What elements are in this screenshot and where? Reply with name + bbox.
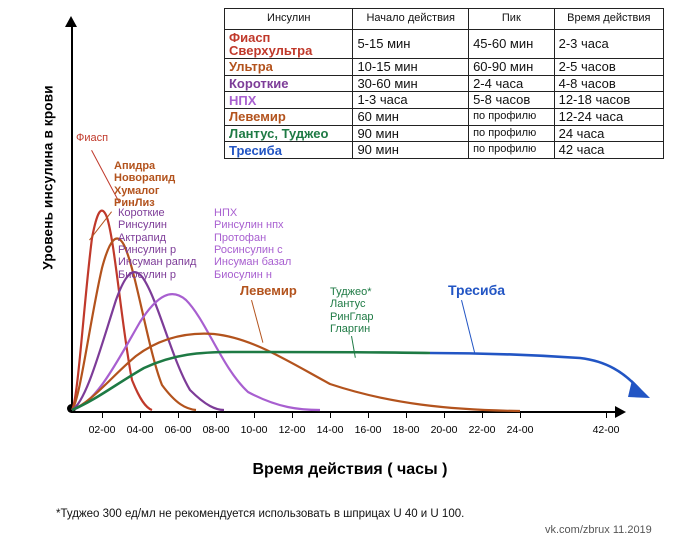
cell-duration: 12-24 часа [554,108,663,125]
cell-onset: 90 мин [353,142,469,159]
cell-duration: 42 часа [554,142,663,159]
cell-peak: 45-60 мин [469,30,555,59]
column-header-insulin: Инсулин [225,9,353,30]
cell-peak: 2-4 часа [469,75,555,92]
curve-short [72,272,224,410]
cell-onset: 10-15 мин [353,59,469,76]
annotation-lantus: Туджео* Лантус РинГлар Гларгин [330,286,374,335]
footnote: *Туджео 300 ед/мл не рекомендуется использовать в шприцах U 40 и U 100. [56,508,465,520]
cell-duration: 24 часа [554,125,663,142]
cell-duration: 2-3 часа [554,30,663,59]
x-tick-label: 18-00 [392,424,420,436]
x-tick-label: 24-00 [506,424,534,436]
x-tick-label: 16-00 [354,424,382,436]
cell-onset: 60 мин [353,108,469,125]
x-tick-label: 04-00 [126,424,154,436]
column-header-duration: Время действия [554,9,663,30]
x-tick-label: 02-00 [88,424,116,436]
cell-duration: 2-5 часов [554,59,663,76]
annotation-short: Короткие Ринсулин Актрапид Ринсулин р Инсуман рапид Биосулин р [118,207,197,281]
cell-onset: 90 мин [353,125,469,142]
column-header-peak: Пик [469,9,555,30]
curve-levemir [72,334,520,411]
x-tick-label: 10-00 [240,424,268,436]
cell-peak: 60-90 мин [469,59,555,76]
cell-peak: по профилю [469,142,555,159]
cell-insulin-name: Фиасп Сверхультра [225,30,353,59]
curve-lantus [72,352,430,410]
annotation-levemir: Левемир [240,283,297,298]
cell-insulin-name: Левемир [225,108,353,125]
cell-peak: по профилю [469,125,555,142]
column-header-onset: Начало действия [353,9,469,30]
annotation-nph: НПХ Ринсулин нпх Протофан Росинсулин с Инсуман базал Биосулин н [214,207,292,281]
x-tick-label: 06-00 [164,424,192,436]
cell-insulin-name: Ультра [225,59,353,76]
cell-onset: 5-15 мин [353,30,469,59]
cell-insulin-name: Короткие [225,75,353,92]
x-tick-label: 08-00 [202,424,230,436]
cell-insulin-name: Тресиба [225,142,353,159]
cell-onset: 30-60 мин [353,75,469,92]
annotation-tresiba: Тресиба [448,282,505,298]
cell-peak: 5-8 часов [469,92,555,109]
cell-insulin-name: Лантус, Туджео [225,125,353,142]
x-axis-title: Время действия ( часы ) [252,461,448,478]
cell-onset: 1-3 часа [353,92,469,109]
x-tick-label: 22-00 [468,424,496,436]
credit-text: vk.com/zbrux 11.2019 [545,524,652,536]
annotation-fiasp: Фиасп [76,132,109,144]
cell-peak: по профилю [469,108,555,125]
x-tick-label: 20-00 [430,424,458,436]
cell-duration: 4-8 часов [554,75,663,92]
x-tick-label: 14-00 [316,424,344,436]
cell-insulin-name: НПХ [225,92,353,109]
cell-duration: 12-18 часов [554,92,663,109]
curve-tresiba [430,353,640,390]
x-tick-label: 42-00 [592,424,620,436]
y-axis-title: Уровень инсулина в крови [40,85,56,270]
x-tick-label: 12-00 [278,424,306,436]
annotation-ultra: Апидра Новорапид Хумалог РинЛиз [114,160,176,209]
